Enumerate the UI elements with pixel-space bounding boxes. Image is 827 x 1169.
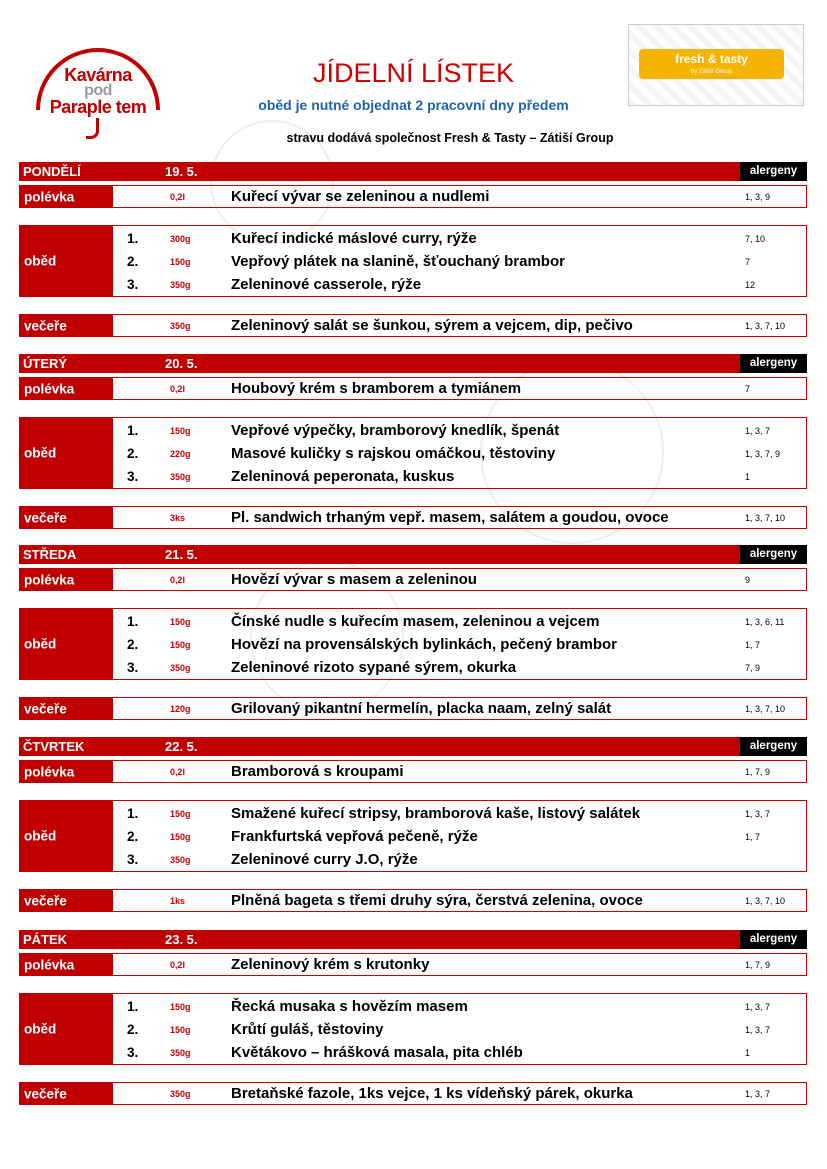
option-number: 3. [127,1045,139,1060]
portion-size: 150g [170,1002,191,1012]
allergen-codes: 1, 7 [745,832,761,842]
option-number: 3. [127,852,139,867]
allergen-codes: 1, 7, 9 [745,767,771,777]
day-date: 22. 5. [165,739,198,754]
day-header [19,737,807,756]
meal-name: Řecká musaka s hovězím masem [231,998,468,1015]
portion-size: 0,2l [170,767,186,777]
option-number: 3. [127,277,139,292]
portion-size: 350g [170,280,191,290]
meal-name: Bramborová s kroupami [231,763,404,780]
lunch-block [19,800,807,872]
portion-size: 150g [170,617,191,627]
day-header [19,162,807,181]
logo-line-2: pod [84,82,112,99]
soup-line [20,569,806,592]
brand-name: fresh & tasty [675,52,748,66]
soup-label-text: polévka [24,189,75,204]
day-name: ÚTERÝ [23,356,68,371]
option-number: 2. [127,254,139,269]
day-date: 21. 5. [165,547,198,562]
allergen-codes: 12 [745,280,756,290]
portion-size: 150g [170,809,191,819]
meal-name: Hovězí vývar s masem a zeleninou [231,571,477,588]
dinner-line [20,507,806,530]
allergen-codes: 7, 9 [745,663,761,673]
allergen-codes: 1 [745,472,751,482]
option-number: 1. [127,231,139,246]
allergens-header: alergeny [740,545,807,564]
allergen-codes: 7 [745,257,751,267]
order-note: oběd je nutné objednat 2 pracovní dny předem [258,97,569,113]
lunch-line [20,228,806,251]
meal-name: Zeleninové casserole, rýže [231,276,422,293]
meal-name: Grilovaný pikantní hermelín, placka naam, zelný salát [231,700,612,717]
dinner-line [20,698,806,721]
meal-name: Bretaňské fazole, 1ks vejce, 1 ks vídeňský párek, okurka [231,1085,633,1102]
day-date: 19. 5. [165,164,198,179]
portion-size: 0,2l [170,384,186,394]
dinner-row [19,889,807,912]
lunch-line [20,251,806,274]
allergen-codes: 1, 3, 7 [745,1002,771,1012]
day-header [19,930,807,949]
brand-logo [628,24,804,106]
dinner-row [19,506,807,529]
lunch-label-text: oběd [24,445,57,461]
portion-size: 350g [170,1089,191,1099]
dinner-row [19,314,807,337]
dinner-row [19,1082,807,1105]
option-number: 2. [127,1022,139,1037]
lunch-line [20,443,806,466]
meal-name: Čínské nudle s kuřecím masem, zeleninou a vejcem [231,613,600,630]
portion-size: 300g [170,234,191,244]
soup-row [19,568,807,591]
allergen-codes: 1, 3, 6, 11 [745,617,785,627]
day-header [19,545,807,564]
option-number: 1. [127,614,139,629]
option-number: 1. [127,423,139,438]
lunch-label-text: oběd [24,253,57,269]
portion-size: 150g [170,832,191,842]
option-number: 1. [127,806,139,821]
meal-name: Zeleninová peperonata, kuskus [231,468,455,485]
portion-size: 1ks [170,896,186,906]
portion-size: 0,2l [170,960,186,970]
lunch-line [20,1042,806,1065]
option-number: 3. [127,469,139,484]
meal-name: Kuřecí indické máslové curry, rýže [231,230,477,247]
day-name: PÁTEK [23,932,68,947]
soup-row [19,953,807,976]
portion-size: 350g [170,472,191,482]
lunch-block [19,993,807,1065]
lunch-line [20,466,806,489]
allergen-codes: 1, 3, 7 [745,809,771,819]
portion-size: 3ks [170,513,186,523]
option-number: 3. [127,660,139,675]
portion-size: 220g [170,449,191,459]
soup-line [20,954,806,977]
meal-name: Zeleninový salát se šunkou, sýrem a vejcem, dip, pečivo [231,317,633,334]
soup-row [19,185,807,208]
meal-name: Plněná bageta s třemi druhy sýra, čerstvá zelenina, ovoce [231,892,643,909]
logo-line-3: Paraple tem [49,97,147,117]
soup-label-text: polévka [24,764,75,779]
portion-size: 350g [170,1048,191,1058]
option-number: 2. [127,637,139,652]
lunch-line [20,1019,806,1042]
soup-line [20,186,806,209]
soup-label-text: polévka [24,572,75,587]
portion-size: 350g [170,321,191,331]
soup-row [19,377,807,400]
dinner-label-text: večeře [24,510,67,525]
day-date: 23. 5. [165,932,198,947]
soup-label-text: polévka [24,381,75,396]
portion-size: 150g [170,1025,191,1035]
logo-line-1: Kavárna [64,65,132,85]
soup-line [20,378,806,401]
lunch-line [20,657,806,680]
meal-name: Hovězí na provensálských bylinkách, pečený brambor [231,636,617,653]
allergen-codes: 9 [745,575,751,585]
meal-name: Frankfurtská vepřová pečeně, rýže [231,828,478,845]
portion-size: 150g [170,640,191,650]
lunch-line [20,849,806,872]
dinner-label-text: večeře [24,893,67,908]
lunch-line [20,826,806,849]
soup-line [20,761,806,784]
portion-size: 350g [170,663,191,673]
soup-label-text: polévka [24,957,75,972]
dinner-label-text: večeře [24,701,67,716]
meal-name: Květákovo – hrášková masala, pita chléb [231,1044,523,1061]
allergen-codes: 1, 3, 7, 10 [745,513,786,523]
allergen-codes: 1, 3, 7, 10 [745,896,786,906]
meal-name: Vepřový plátek na slanině, šťouchaný brambor [231,253,565,270]
dinner-row [19,697,807,720]
lunch-line [20,274,806,297]
portion-size: 150g [170,426,191,436]
allergen-codes: 1, 3, 7, 10 [745,321,786,331]
allergen-codes: 1, 3, 9 [745,192,771,202]
allergens-header: alergeny [740,354,807,373]
lunch-block [19,608,807,680]
allergens-header: alergeny [740,930,807,949]
allergen-codes: 7 [745,384,751,394]
soup-row [19,760,807,783]
dinner-label-text: večeře [24,318,67,333]
meal-name: Vepřové výpečky, bramborový knedlík, špenát [231,422,560,439]
portion-size: 0,2l [170,192,186,202]
option-number: 2. [127,446,139,461]
allergen-codes: 1, 7, 9 [745,960,771,970]
meal-name: Zeleninové curry J.O, rýže [231,851,418,868]
portion-size: 150g [170,257,191,267]
lunch-line [20,803,806,826]
meal-name: Krůtí guláš, těstoviny [231,1021,384,1038]
dinner-line [20,890,806,913]
brand-sub: by Zátiší Group [690,69,732,75]
lunch-block [19,417,807,489]
meal-name: Houbový krém s bramborem a tymiánem [231,380,522,397]
allergen-codes: 1, 7 [745,640,761,650]
page-title: JÍDELNÍ LÍSTEK [312,58,515,88]
allergens-header: alergeny [740,162,807,181]
day-name: PONDĚLÍ [23,164,81,179]
dinner-line [20,1083,806,1106]
lunch-line [20,996,806,1019]
lunch-label-text: oběd [24,1021,57,1037]
brand-badge [639,49,784,79]
lunch-line [20,420,806,443]
day-date: 20. 5. [165,356,198,371]
meal-name: Pl. sandwich trhaným vepř. masem, salátem a goudou, ovoce [231,509,669,526]
option-number: 2. [127,829,139,844]
option-number: 1. [127,999,139,1014]
allergen-codes: 1, 3, 7 [745,426,771,436]
allergen-codes: 1, 3, 7 [745,1089,771,1099]
allergen-codes: 1, 3, 7, 10 [745,704,786,714]
lunch-line [20,634,806,657]
meal-name: Zeleninové rizoto sypané sýrem, okurka [231,659,517,676]
day-name: ČTVRTEK [23,739,85,754]
portion-size: 0,2l [170,575,186,585]
meal-name: Zeleninový krém s krutonky [231,956,430,973]
meal-name: Masové kuličky s rajskou omáčkou, těstoviny [231,445,556,462]
day-name: STŘEDA [23,547,77,562]
portion-size: 350g [170,855,191,865]
supplier-note: stravu dodává společnost Fresh & Tasty – Zátiší Group [286,131,614,145]
portion-size: 120g [170,704,191,714]
day-header [19,354,807,373]
meal-name: Kuřecí vývar se zeleninou a nudlemi [231,188,490,205]
allergen-codes: 1, 3, 7 [745,1025,771,1035]
dinner-label-text: večeře [24,1086,67,1101]
lunch-label-text: oběd [24,828,57,844]
allergen-codes: 7, 10 [745,234,766,244]
dinner-line [20,315,806,338]
lunch-line [20,611,806,634]
umbrella-handle-icon [86,118,99,139]
allergens-header: alergeny [740,737,807,756]
lunch-block [19,225,807,297]
lunch-label-text: oběd [24,636,57,652]
allergen-codes: 1 [745,1048,751,1058]
meal-name: Smažené kuřecí stripsy, bramborová kaše, listový salátek [231,805,641,822]
allergen-codes: 1, 3, 7, 9 [745,449,781,459]
